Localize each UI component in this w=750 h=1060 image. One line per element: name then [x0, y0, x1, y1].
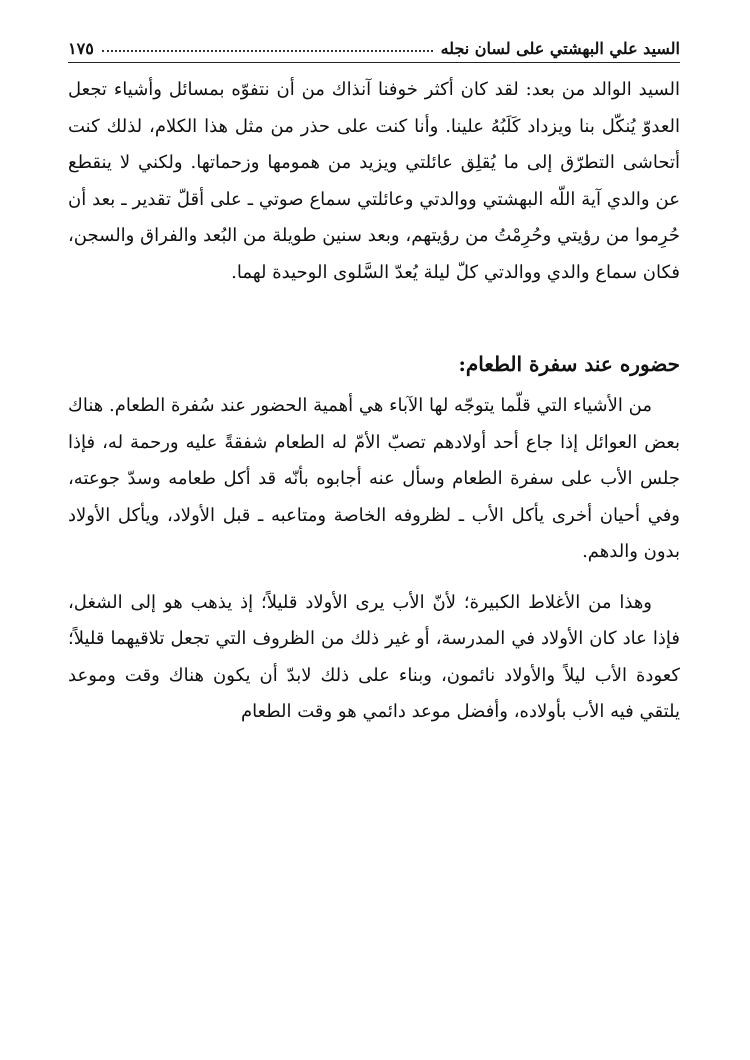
header-rule [68, 62, 680, 63]
running-header [68, 30, 680, 58]
section-title: حضوره عند سفرة الطعام: [458, 352, 680, 376]
header-title: السيد علي البهشتي على لسان نجله [440, 39, 680, 58]
page-number: ١٧٥ [68, 39, 94, 58]
paragraph-3: وهذا من الأغلاط الكبيرة؛ لأنّ الأب يرى الأولاد قليلاً؛ إذ يذهب هو إلى الشغل، فإذا عاد كان الأولاد في المدرسة، أو غير ذلك من الظروف التي تجعل تلاقيهما قليلاً؛ كعودة الأب ليلاً والأولاد نائمون، وبناء على ذلك لابدّ أن يكون هناك وقت وموعد يلتقي فيه الأب بأولاده، وأفضل موعد دائمي هو وقت الطعام [68, 591, 680, 722]
page-content [68, 72, 680, 731]
paragraph-2: من الأشياء التي قلّما يتوجّه لها الآباء هي أهمية الحضور عند سُفرة الطعام. هناك بعض العوائل إذا جاع أحد أولادهم تصبّ الأمّ له الطعام شفقةً عليه ورحمة له، فإذا جلس الأب على سفرة الطعام وسأل عنه أجابوه بأنّه قد أكل طعامه وسدّ جوعته، وفي أحيان أخرى يأكل الأب ـ لظروفه الخاصة ومتاعبه ـ قبل الأولاد، ويأكل الأولاد بدون والدهم. [68, 395, 680, 562]
paragraph-1: السيد الوالد من بعد: لقد كان أكثر خوفنا آنذاك من أن نتفوّه بمسائل وأشياء تجعل العدوّ يُنكّل بنا ويزداد كَلَبُهُ علينا. وأنا كنت على حذر من مثل هذا الكلام، لذلك كنت أتحاشى التطرّق إلى ما يُقلِق عائلتي ويزيد من همومها وزحماتها. ولكني لا ينقطع عن والدي آية اللّه البهشتي ووالدتي وعائلتي سماع صوتي ـ على أقلّ تقدير ـ بعد أن حُرِموا من رؤيتي وحُرِمْتُ من رؤيتهم، وبعد سنين طويلة من البُعد والفراق والسجن، فكان سماع والدي ووالدتي كلّ ليلة يُعدّ السَّلوى الوحيدة لهما. [68, 79, 680, 283]
header-dot-leader [102, 49, 433, 52]
